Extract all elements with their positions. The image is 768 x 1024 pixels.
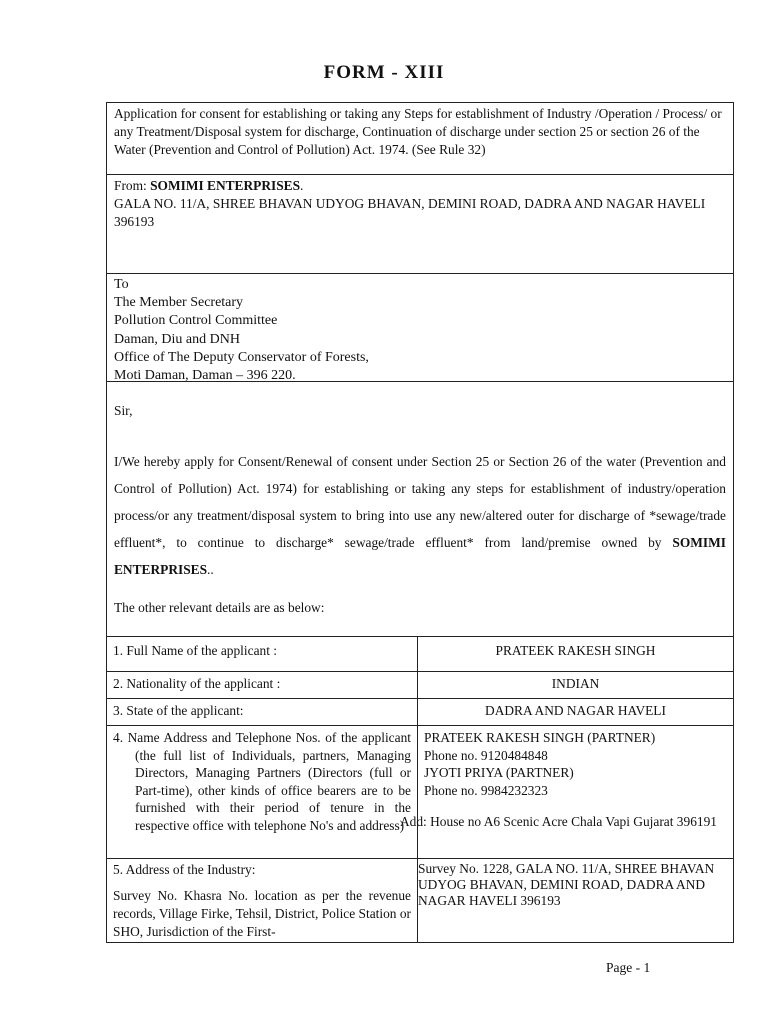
state-label: 3. State of the applicant: xyxy=(107,699,418,726)
industry-address-value: Survey No. 1228, GALA NO. 11/A, SHREE BHAVAN UDYOG BHAVAN, DEMINI ROAD, DADRA AND NAGAR HAVELI 396193 xyxy=(418,859,734,943)
applicant-name-value: PRATEEK RAKESH SINGH xyxy=(418,637,734,672)
form-title: FORM - XIII xyxy=(323,62,445,83)
from-box xyxy=(106,174,734,274)
intro-box xyxy=(106,102,734,175)
page-number: Page - 1 xyxy=(606,960,651,975)
to-block xyxy=(107,274,733,387)
partner-1: PRATEEK RAKESH SINGH (PARTNER) xyxy=(424,730,656,745)
to-line: Office of The Deputy Conservator of Forests, xyxy=(114,349,369,365)
letter-box xyxy=(106,381,734,637)
state-value: DADRA AND NAGAR HAVELI xyxy=(418,699,734,726)
partner-2: JYOTI PRIYA (PARTNER) xyxy=(424,765,574,780)
from-company: SOMIMI ENTERPRISES xyxy=(150,178,301,193)
letter-body-text: I/We hereby apply for Consent/Renewal of consent under Section 25 or Section 26 of the water (Prevention and Control of Pollution) Act. 1974) for establishing or taking any steps for establishment of industry/operation process/or any treatment/disposal system to bring into use any new/altered outer for discharge of *sewage/trade effluent*, to continue to discharge* sewage/trade effluent* from land/premise owned by xyxy=(114,454,726,550)
to-line: Daman, Diu and DNH xyxy=(114,331,240,347)
other-details-text: The other relevant details are as below: xyxy=(114,600,325,615)
phone-2: Phone no. 9984232323 xyxy=(424,782,548,798)
table-row xyxy=(107,726,734,859)
applicant-address: Add: House no A6 Scenic Acre Chala Vapi Gujarat 396191 xyxy=(400,814,717,829)
table-row xyxy=(107,859,734,943)
applicant-details-value xyxy=(400,726,734,859)
nationality-value: INDIAN xyxy=(418,672,734,699)
table-row xyxy=(107,637,734,672)
letter-body xyxy=(114,448,726,583)
industry-address-label: 5. Address of the Industry: xyxy=(113,862,256,877)
letter-end: .. xyxy=(207,562,214,577)
applicant-details-label: 4. Name Address and Telephone Nos. of the applicant (the full list of Individuals, partners, Managing Directors, Managing Partners (Directors (full or Part-time), other kinds of office bearers are to be furnished with their period of tenure in the respective office with telephone No's and address) xyxy=(113,730,411,833)
to-box xyxy=(106,273,734,382)
revenue-records-text: Survey No. Khasra No. location as per the revenue records, Village Firke, Tehsil, District, Police Station or SHO, Jurisdiction of the First- xyxy=(113,887,411,939)
from-block: From: SOMIMI ENTERPRISES. GALA NO. 11/A, SHREE BHAVAN UDYOG BHAVAN, DEMINI ROAD, DADRA AND NAGAR HAVELI 396193 xyxy=(107,175,733,233)
details-table xyxy=(106,636,734,943)
to-line: Pollution Control Committee xyxy=(114,313,278,329)
table-row xyxy=(107,699,734,726)
applicant-details-label-cell xyxy=(107,726,418,859)
intro-text: Application for consent for establishing or taking any Steps for establishment of Industry /Operation / Process/ or any Treatment/Disposal system for discharge, Continuation of discharge under section 25 or section 26 of the Water (Prevention and Control of Pollution) Act. 1974. (See Rule 32) xyxy=(114,106,722,157)
from-address: GALA NO. 11/A, SHREE BHAVAN UDYOG BHAVAN, DEMINI ROAD, DADRA AND NAGAR HAVELI 396193 xyxy=(114,196,706,229)
table-row xyxy=(107,672,734,699)
phone-1: Phone no. 9120484848 xyxy=(424,747,548,763)
salutation: Sir, xyxy=(114,403,133,418)
industry-address-label-cell xyxy=(107,859,418,943)
from-label: From: xyxy=(114,178,147,193)
to-line: Moti Daman, Daman – 396 220. xyxy=(114,368,296,384)
to-line: To xyxy=(114,277,129,292)
to-line: The Member Secretary xyxy=(114,295,244,311)
nationality-label: 2. Nationality of the applicant : xyxy=(107,672,418,699)
applicant-name-label: 1. Full Name of the applicant : xyxy=(107,637,418,672)
letter-company: SOMIMI ENTERPRISES xyxy=(114,535,726,577)
letter-block xyxy=(107,382,733,619)
